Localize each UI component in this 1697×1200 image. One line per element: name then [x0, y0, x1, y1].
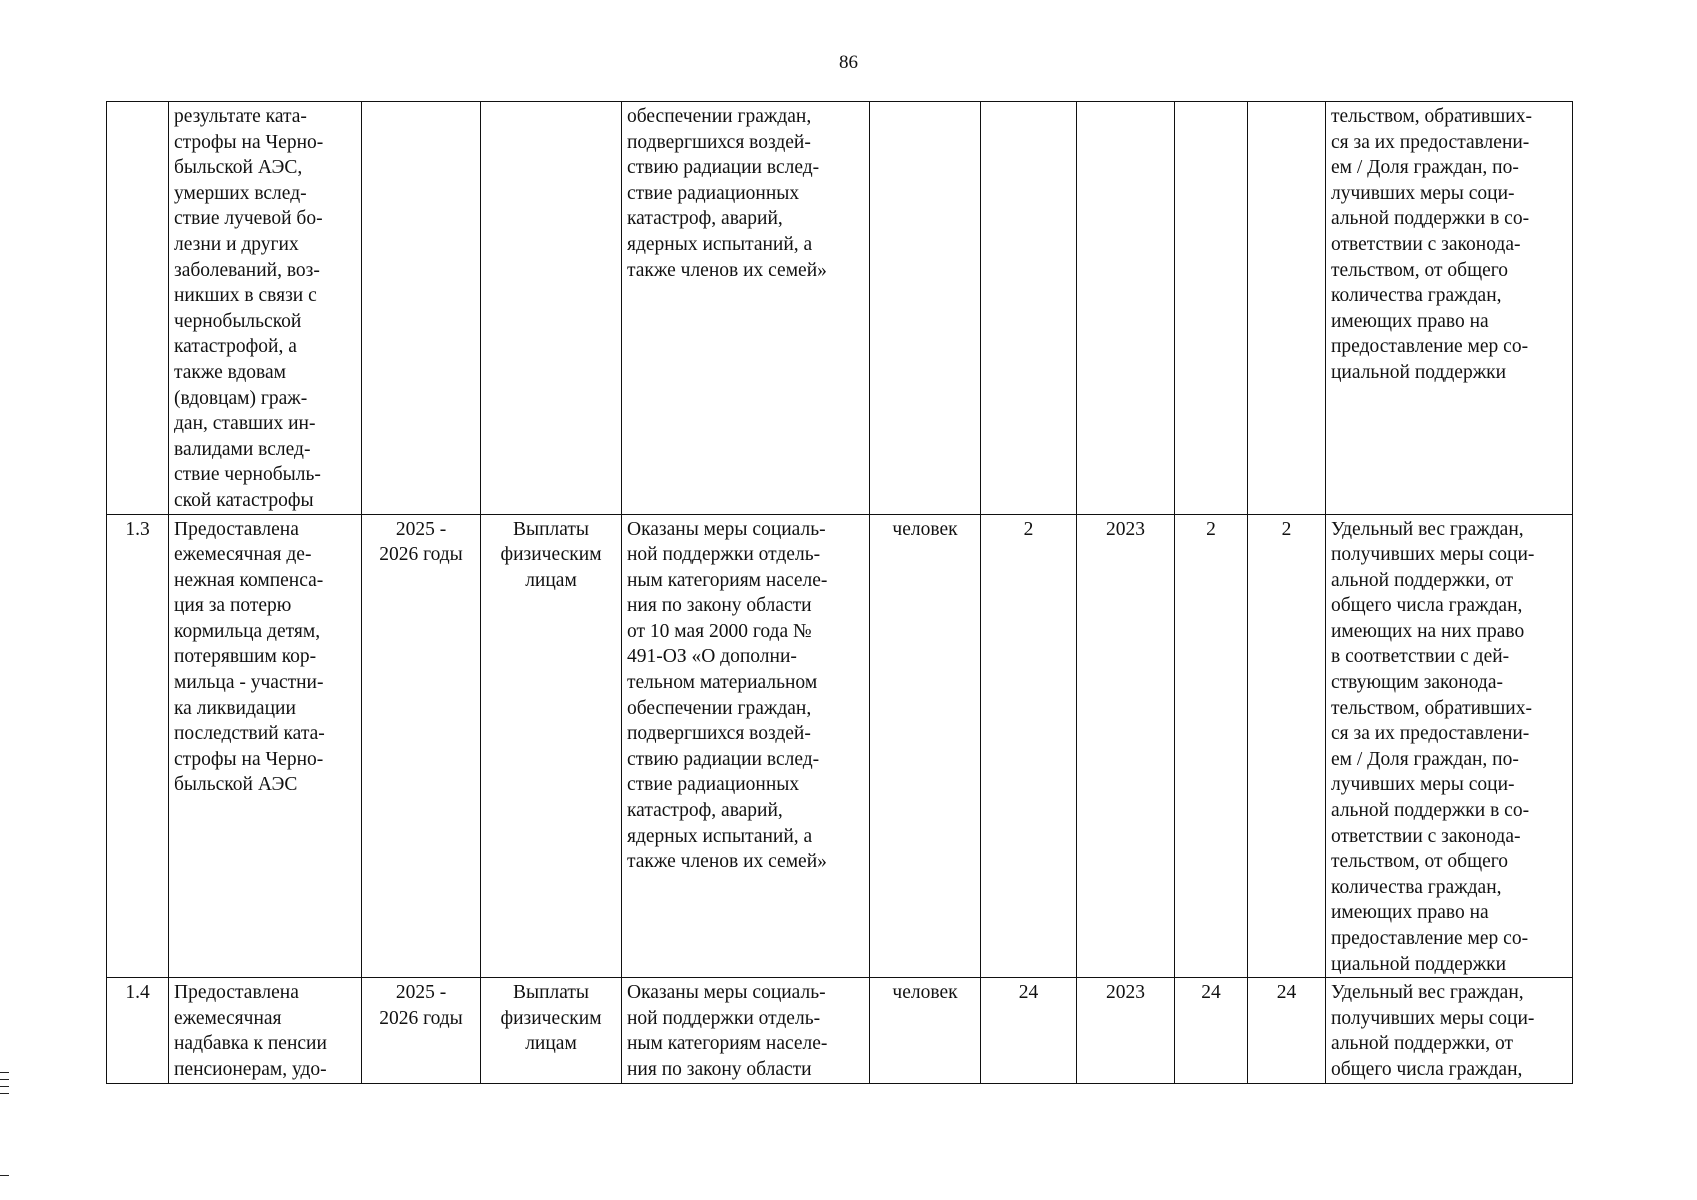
value-2025 — [1175, 102, 1248, 515]
scan-margin-mark — [0, 1072, 9, 1073]
base-year — [1077, 102, 1175, 515]
row-number: 1.4 — [107, 978, 169, 1083]
measure-type: Выплаты физическим лицам — [481, 514, 622, 978]
implementation-period: 2025 - 2026 годы — [362, 978, 481, 1083]
value-2025: 2 — [1175, 514, 1248, 978]
base-value: 24 — [981, 978, 1077, 1083]
expected-result: Оказаны меры социаль- ной поддержки отдель- ным категориям населе- ния по закону области от 10 мая 2000 года № 491-ОЗ «О дополни- тельном материальном обеспечении граждан, подвергшихся воздей- ствию радиации вслед- ствие радиационных катастроф, аварий, ядерных испытаний, а также членов их семей» — [622, 514, 870, 978]
unit — [870, 102, 981, 515]
measure-name: Предоставлена ежемесячная надбавка к пенсии пенсионерам, удо- — [169, 978, 362, 1083]
base-year: 2023 — [1077, 978, 1175, 1083]
unit: человек — [870, 514, 981, 978]
measures-table — [106, 101, 1573, 1084]
expected-result: Оказаны меры социаль- ной поддержки отдель- ным категориям населе- ния по закону области — [622, 978, 870, 1083]
indicator-link: тельством, обративших- ся за их предоставлени- ем / Доля граждан, по- лучивших меры соци- альной поддержки в со- ответствии с законода- тельством, от общего количества граждан, имеющих право на предоставление мер со- циальной поддержки — [1326, 102, 1573, 515]
value-2025: 24 — [1175, 978, 1248, 1083]
base-year: 2023 — [1077, 514, 1175, 978]
scan-margin-mark — [0, 1093, 9, 1094]
row-number — [107, 102, 169, 515]
page-number: 86 — [839, 52, 858, 73]
indicator-link: Удельный вес граждан, получивших меры соци- альной поддержки, от общего числа граждан, имеющих на них право в соответствии с дей- ствующим законода- тельством, обративших- ся за их предоставлени- ем / Доля граждан, по- лучивших меры соци- альной поддержки в со- ответствии с законода- тельством, от общего количества граждан, имеющих право на предоставление мер со- циальной поддержки — [1326, 514, 1573, 978]
value-2026 — [1248, 102, 1326, 515]
table-row — [107, 514, 1573, 978]
value-2026: 2 — [1248, 514, 1326, 978]
base-value: 2 — [981, 514, 1077, 978]
measure-type — [481, 102, 622, 515]
row-number: 1.3 — [107, 514, 169, 978]
unit: человек — [870, 978, 981, 1083]
base-value — [981, 102, 1077, 515]
value-2026: 24 — [1248, 978, 1326, 1083]
expected-result: обеспечении граждан, подвергшихся воздей- ствию радиации вслед- ствие радиационных катастроф, аварий, ядерных испытаний, а также членов их семей» — [622, 102, 870, 515]
table-row — [107, 978, 1573, 1083]
scan-margin-mark — [0, 1079, 9, 1080]
implementation-period: 2025 - 2026 годы — [362, 514, 481, 978]
measure-type: Выплаты физическим лицам — [481, 978, 622, 1083]
measure-name: результате ката- строфы на Черно- быльской АЭС, умерших вслед- ствие лучевой бо- лезни и других заболеваний, воз- никших в связи с чернобыльской катастрофой, а также вдовам (вдовцам) граж- дан, ставших ин- валидами вслед- ствие чернобыль- ской катастрофы — [169, 102, 362, 515]
table-row — [107, 102, 1573, 515]
scan-margin-mark — [0, 1175, 9, 1176]
measure-name: Предоставлена ежемесячная де- нежная компенса- ция за потерю кормильца детям, потерявшим кор- мильца - участни- ка ликвидации последствий ката- строфы на Черно- быльской АЭС — [169, 514, 362, 978]
indicator-link: Удельный вес граждан, получивших меры соци- альной поддержки, от общего числа граждан, — [1326, 978, 1573, 1083]
implementation-period — [362, 102, 481, 515]
scan-margin-mark — [0, 1086, 9, 1087]
